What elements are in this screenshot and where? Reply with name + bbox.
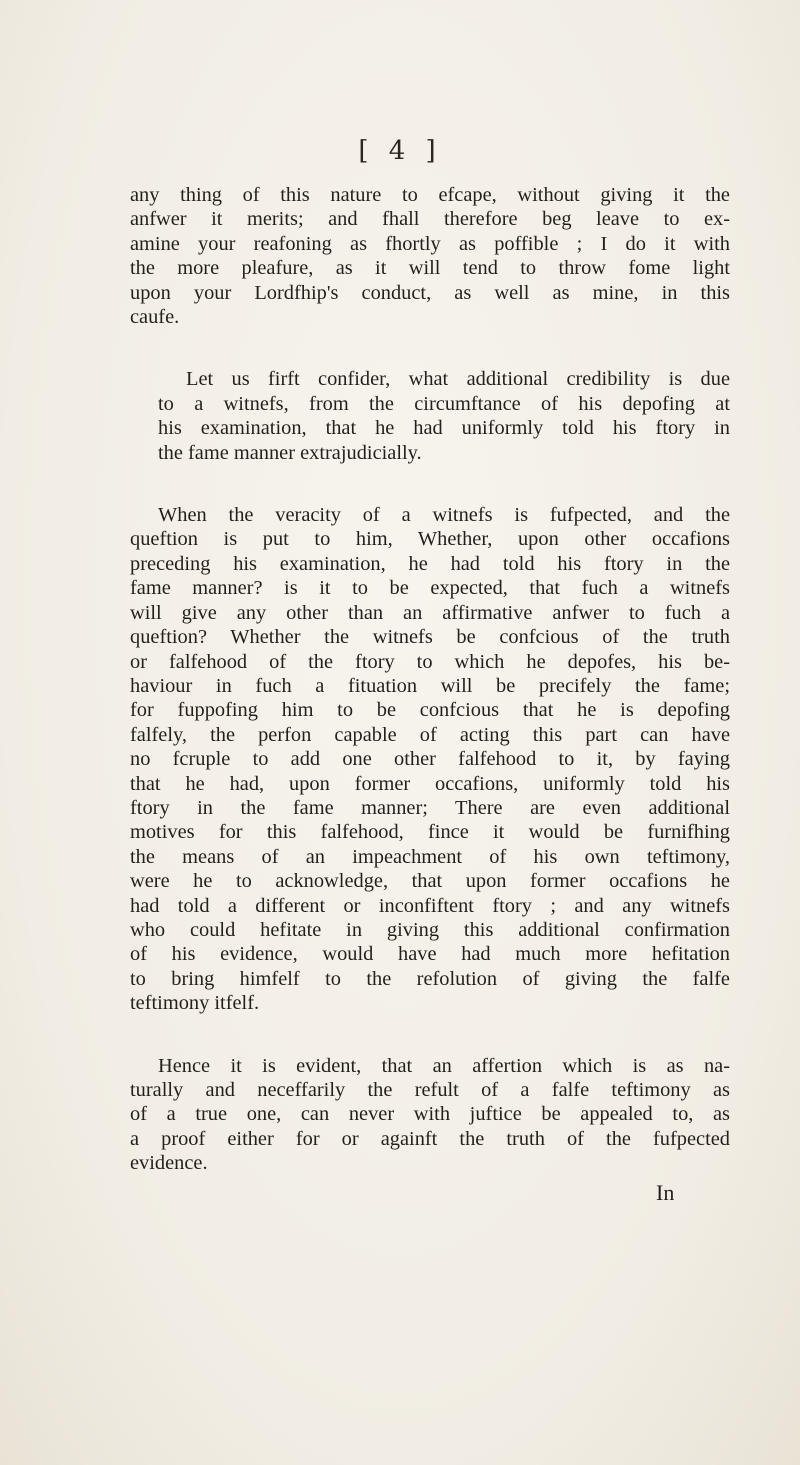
text-line: for fuppofing him to be confcious that he is depofing [130, 699, 730, 722]
text-line: preceding his examination, he had told his ftory in the [130, 552, 730, 575]
text-line: had told a different or inconfiftent ftory ; and any witnefs [130, 894, 730, 917]
text-line: the fame manner extrajudicially. [158, 441, 422, 464]
text-line: who could hefitate in giving this additional confirmation [130, 918, 730, 941]
text-line: haviour in fuch a fituation will be precifely the fame; [130, 674, 730, 697]
text-line: teftimony itfelf. [130, 992, 260, 1015]
text-line: turally and neceffarily the refult of a falfe teftimony as [130, 1079, 730, 1101]
text-line: that he had, upon former occafions, uniformly told his [130, 772, 730, 795]
text-line: will give any other than an affirmative anfwer to fuch a [130, 601, 730, 624]
text-line: falfely, the perfon capable of acting this part can have [130, 723, 730, 746]
text-line: When the veracity of a witnefs is fufpected, and the [158, 504, 730, 527]
text-line: caufe. [130, 306, 180, 329]
text-line: anfwer it merits; and fhall therefore beg leave to ex- [130, 208, 730, 231]
text-line: queftion? Whether the witnefs be confcious of the truth [130, 626, 730, 649]
paragraph-3 [130, 503, 730, 1016]
text-line: to a witnefs, from the circumftance of his depofing at [158, 392, 730, 415]
text-line: no fcruple to add one other falfehood to it, by faying [130, 748, 730, 771]
text-line: fame manner? is it to be expected, that fuch a witnefs [130, 577, 730, 600]
catchword: In [656, 1180, 675, 1205]
text-line: Hence it is evident, that an affertion which is as na- [158, 1054, 730, 1077]
text-line: of his evidence, would have had much more hefitation [130, 943, 730, 966]
text-line: Let us firft confider, what additional credibility is due [186, 368, 730, 391]
text-line: amine your reafoning as fhortly as poffible ; I do it with [130, 232, 730, 255]
text-line: of a true one, can never with juftice be appealed to, as [130, 1103, 730, 1126]
text-line: the means of an impeachment of his own teftimony, [130, 845, 730, 868]
text-line: his examination, that he had uniformly told his ftory in [158, 417, 730, 440]
text-line: evidence. [130, 1152, 208, 1175]
page-body [130, 183, 730, 1176]
paragraph-1 [130, 183, 730, 329]
paragraph-2 [130, 367, 730, 465]
text-line: a proof either for or againft the truth of the fufpected [130, 1127, 730, 1150]
paragraph-4 [130, 1054, 730, 1176]
text-line: ftory in the fame manner; There are even additional [130, 796, 730, 819]
text-line: upon your Lordfhip's conduct, as well as mine, in this [130, 281, 730, 304]
text-line: or falfehood of the ftory to which he depofes, his be- [130, 650, 730, 673]
text-line: any thing of this nature to efcape, without giving it the [130, 184, 730, 206]
text-line: to bring himfelf to the refolution of giving the falfe [130, 967, 730, 990]
text-line: the more pleafure, as it will tend to throw fome light [130, 257, 730, 280]
text-line: queftion is put to him, Whether, upon other occafions [130, 528, 730, 551]
text-line: motives for this falfehood, fince it would be furnifhing [130, 821, 730, 844]
page-number: [ 4 ] [358, 136, 442, 166]
text-line: were he to acknowledge, that upon former occafions he [130, 870, 730, 893]
